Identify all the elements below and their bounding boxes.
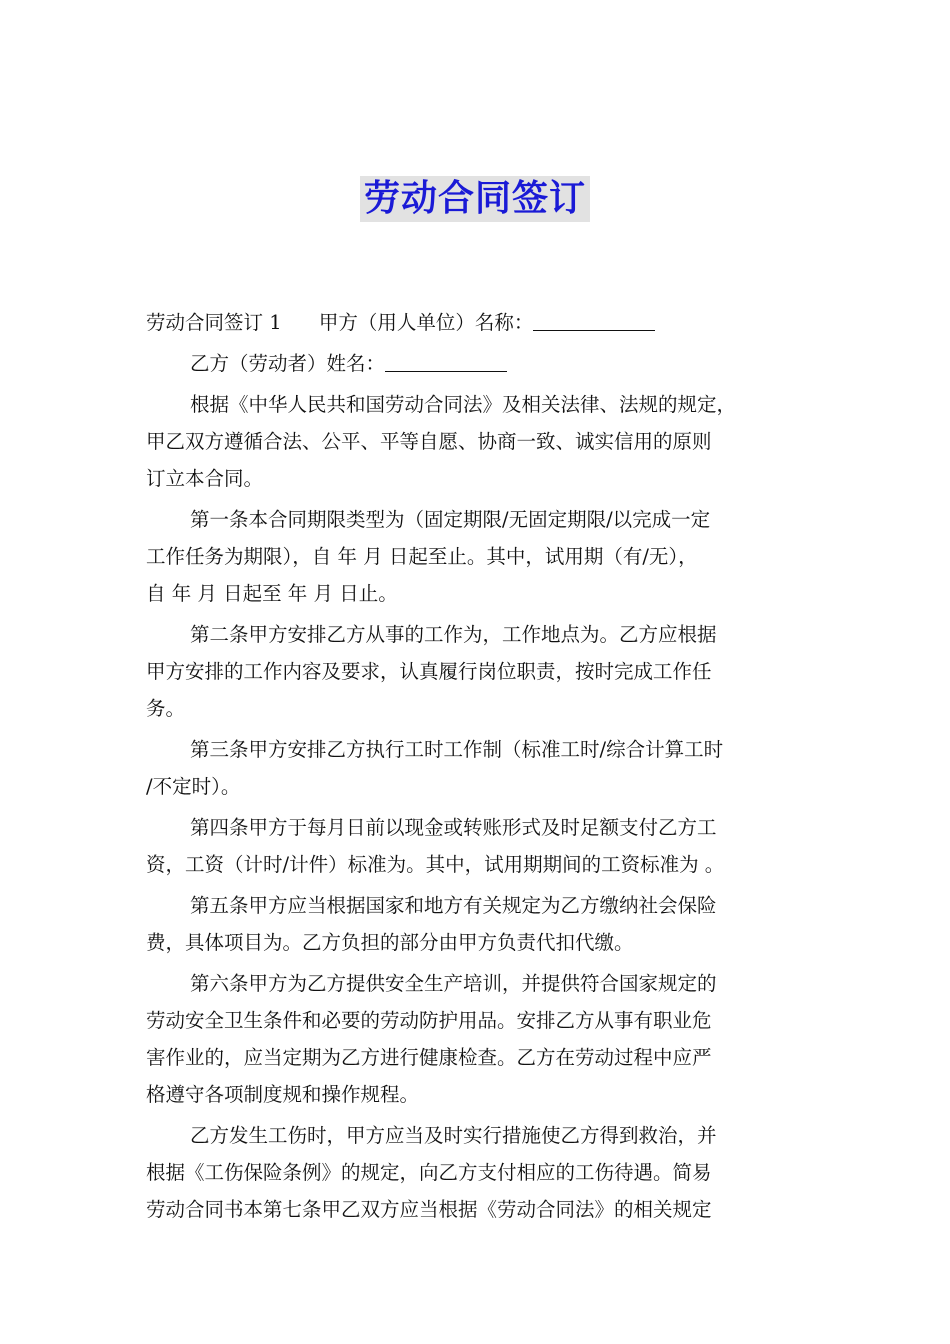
- paragraph-line: 第五条甲方应当根据国家和地方有关规定为乙方缴纳社会保险: [190, 894, 717, 917]
- contract-number: 劳动合同签订 1: [146, 311, 282, 334]
- paragraph-line: 格遵守各项制度规和操作规程。: [146, 1083, 420, 1106]
- paragraph-line: 根据《中华人民共和国劳动合同法》及相关法律、法规的规定，: [190, 393, 737, 416]
- document-body: [146, 304, 808, 1232]
- paragraph: [146, 731, 808, 805]
- header-line-2: [146, 345, 808, 382]
- paragraph-line: 订立本合同。: [146, 467, 264, 490]
- title-block: [0, 176, 950, 222]
- paragraph-line: 第四条甲方于每月日前以现金或转账形式及时足额支付乙方工: [190, 816, 717, 839]
- paragraph-line: 甲方安排的工作内容及要求，认真履行岗位职责，按时完成工作任: [146, 660, 712, 683]
- employee-label: 乙方（劳动者）姓名：: [190, 352, 386, 375]
- paragraph-line: 害作业的，应当定期为乙方进行健康检查。乙方在劳动过程中应严: [146, 1046, 712, 1069]
- paragraph-line: 第二条甲方安排乙方从事的工作为，工作地点为。乙方应根据: [190, 623, 717, 646]
- document-title: 劳动合同签订: [360, 176, 590, 222]
- employee-name-blank: [385, 349, 507, 372]
- paragraph: [146, 616, 808, 727]
- paragraph: [146, 386, 808, 497]
- paragraph: [146, 887, 808, 961]
- paragraph-line: 费，具体项目为。乙方负担的部分由甲方负责代扣代缴。: [146, 931, 634, 954]
- paragraph: [146, 1117, 808, 1228]
- paragraph-line: 劳动合同书本第七条甲乙双方应当根据《劳动合同法》的相关规定: [146, 1198, 712, 1221]
- paragraph-line: 第三条甲方安排乙方执行工时工作制（标准工时/综合计算工时: [190, 738, 724, 761]
- paragraph-line: /不定时）。: [146, 775, 241, 798]
- paragraph-line: 甲乙双方遵循合法、公平、平等自愿、协商一致、诚实信用的原则: [146, 430, 712, 453]
- header-line-1: [146, 304, 808, 341]
- paragraph-line: 第六条甲方为乙方提供安全生产培训，并提供符合国家规定的: [190, 972, 717, 995]
- paragraph: [146, 501, 808, 612]
- paragraph-line: 资，工资（计时/计件）标准为。其中，试用期期间的工资标准为 。: [146, 853, 725, 876]
- paragraph-line: 劳动安全卫生条件和必要的劳动防护用品。安排乙方从事有职业危: [146, 1009, 712, 1032]
- employer-name-blank: [533, 308, 655, 331]
- paragraph-line: 工作任务为期限），自 年 月 日起至止。其中，试用期（有/无），: [146, 545, 698, 568]
- paragraph: [146, 809, 808, 883]
- paragraph-line: 第一条本合同期限类型为（固定期限/无固定期限/以完成一定: [190, 508, 711, 531]
- paragraph-line: 务。: [146, 697, 186, 720]
- paragraphs: [146, 386, 808, 1228]
- paragraph: [146, 965, 808, 1113]
- paragraph-line: 根据《工伤保险条例》的规定，向乙方支付相应的工伤待遇。简易: [146, 1161, 712, 1184]
- paragraph-line: 自 年 月 日起至 年 月 日止。: [146, 582, 398, 605]
- paragraph-line: 乙方发生工伤时，甲方应当及时实行措施使乙方得到救治，并: [190, 1124, 717, 1147]
- employer-label: 甲方（用人单位）名称：: [318, 311, 534, 334]
